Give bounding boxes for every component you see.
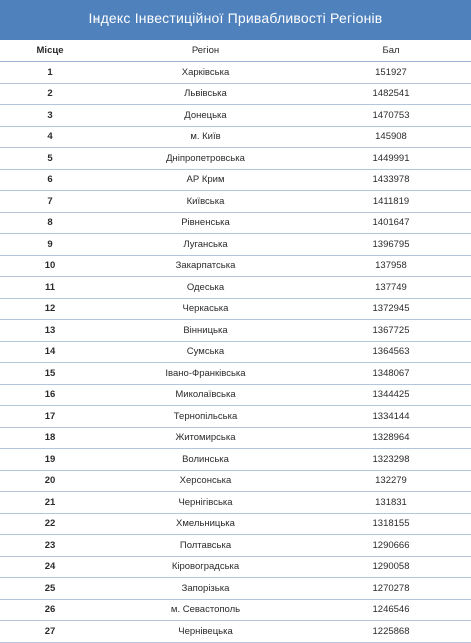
region-cell: Одеська	[100, 277, 311, 299]
score-cell: 1348067	[311, 363, 471, 385]
place-cell: 13	[0, 320, 100, 342]
region-cell: Черкаська	[100, 298, 311, 320]
place-cell: 5	[0, 148, 100, 170]
place-cell: 18	[0, 427, 100, 449]
place-cell: 1	[0, 62, 100, 84]
table-row	[0, 191, 471, 213]
region-cell: Закарпатська	[100, 255, 311, 277]
table-row	[0, 126, 471, 148]
region-cell: Полтавська	[100, 535, 311, 557]
score-cell: 1246546	[311, 599, 471, 621]
table-row	[0, 212, 471, 234]
region-cell: Хмельницька	[100, 513, 311, 535]
table-row	[0, 320, 471, 342]
table-row	[0, 298, 471, 320]
region-cell: Херсонська	[100, 470, 311, 492]
region-cell: Луганська	[100, 234, 311, 256]
score-cell: 1328964	[311, 427, 471, 449]
table-row	[0, 255, 471, 277]
table-row	[0, 621, 471, 643]
table-row	[0, 62, 471, 84]
region-cell: Дніпропетровська	[100, 148, 311, 170]
region-cell: Донецька	[100, 105, 311, 127]
region-cell: Житомирська	[100, 427, 311, 449]
score-cell: 137749	[311, 277, 471, 299]
place-cell: 23	[0, 535, 100, 557]
place-cell: 24	[0, 556, 100, 578]
score-cell: 1318155	[311, 513, 471, 535]
place-cell: 8	[0, 212, 100, 234]
place-cell: 12	[0, 298, 100, 320]
score-cell: 1290666	[311, 535, 471, 557]
table-row	[0, 578, 471, 600]
region-cell: Волинська	[100, 449, 311, 471]
score-cell: 1323298	[311, 449, 471, 471]
table-row	[0, 83, 471, 105]
table-row	[0, 470, 471, 492]
score-cell: 1334144	[311, 406, 471, 428]
score-cell: 1344425	[311, 384, 471, 406]
place-cell: 25	[0, 578, 100, 600]
place-cell: 27	[0, 621, 100, 643]
region-cell: Київська	[100, 191, 311, 213]
score-cell: 1290058	[311, 556, 471, 578]
score-cell: 1433978	[311, 169, 471, 191]
region-cell: АР Крим	[100, 169, 311, 191]
place-cell: 14	[0, 341, 100, 363]
score-cell: 1225868	[311, 621, 471, 643]
place-cell: 20	[0, 470, 100, 492]
ranking-table	[0, 40, 471, 643]
place-cell: 2	[0, 83, 100, 105]
table-row	[0, 535, 471, 557]
score-cell: 1364563	[311, 341, 471, 363]
place-cell: 21	[0, 492, 100, 514]
region-cell: Вінницька	[100, 320, 311, 342]
column-header-region: Регіон	[100, 40, 311, 62]
region-cell: Кіровоградська	[100, 556, 311, 578]
score-cell: 1411819	[311, 191, 471, 213]
region-cell: Чернігівська	[100, 492, 311, 514]
region-cell: Запорізька	[100, 578, 311, 600]
region-cell: м. Київ	[100, 126, 311, 148]
region-cell: Миколаївська	[100, 384, 311, 406]
table-row	[0, 169, 471, 191]
region-cell: Чернівецька	[100, 621, 311, 643]
table-row	[0, 556, 471, 578]
place-cell: 17	[0, 406, 100, 428]
region-cell: Сумська	[100, 341, 311, 363]
score-cell: 1396795	[311, 234, 471, 256]
place-cell: 4	[0, 126, 100, 148]
table-row	[0, 341, 471, 363]
place-cell: 9	[0, 234, 100, 256]
region-cell: Івано-Франківська	[100, 363, 311, 385]
table-row	[0, 363, 471, 385]
score-cell: 137958	[311, 255, 471, 277]
place-cell: 16	[0, 384, 100, 406]
score-cell: 1482541	[311, 83, 471, 105]
score-cell: 1270278	[311, 578, 471, 600]
score-cell: 1470753	[311, 105, 471, 127]
table-body	[0, 62, 471, 643]
table-row	[0, 384, 471, 406]
score-cell: 132279	[311, 470, 471, 492]
page-title: Індекс Інвестиційної Привабливості Регіонів	[88, 10, 383, 26]
score-cell: 151927	[311, 62, 471, 84]
place-cell: 11	[0, 277, 100, 299]
title-bar	[0, 0, 471, 40]
place-cell: 26	[0, 599, 100, 621]
place-cell: 10	[0, 255, 100, 277]
region-cell: м. Севастополь	[100, 599, 311, 621]
place-cell: 22	[0, 513, 100, 535]
table-row	[0, 105, 471, 127]
region-cell: Львівська	[100, 83, 311, 105]
region-cell: Рівненська	[100, 212, 311, 234]
place-cell: 7	[0, 191, 100, 213]
score-cell: 1367725	[311, 320, 471, 342]
region-cell: Харківська	[100, 62, 311, 84]
column-header-score: Бал	[311, 40, 471, 62]
table-row	[0, 406, 471, 428]
place-cell: 6	[0, 169, 100, 191]
table-row	[0, 427, 471, 449]
score-cell: 131831	[311, 492, 471, 514]
score-cell: 1449991	[311, 148, 471, 170]
region-cell: Тернопільська	[100, 406, 311, 428]
score-cell: 145908	[311, 126, 471, 148]
table-row	[0, 277, 471, 299]
table-header	[0, 40, 471, 62]
place-cell: 15	[0, 363, 100, 385]
table-row	[0, 234, 471, 256]
score-cell: 1401647	[311, 212, 471, 234]
header-row	[0, 40, 471, 62]
table-row	[0, 148, 471, 170]
score-cell: 1372945	[311, 298, 471, 320]
place-cell: 19	[0, 449, 100, 471]
place-cell: 3	[0, 105, 100, 127]
table-row	[0, 599, 471, 621]
column-header-place: Місце	[0, 40, 100, 62]
table-row	[0, 492, 471, 514]
table-row	[0, 449, 471, 471]
table-row	[0, 513, 471, 535]
